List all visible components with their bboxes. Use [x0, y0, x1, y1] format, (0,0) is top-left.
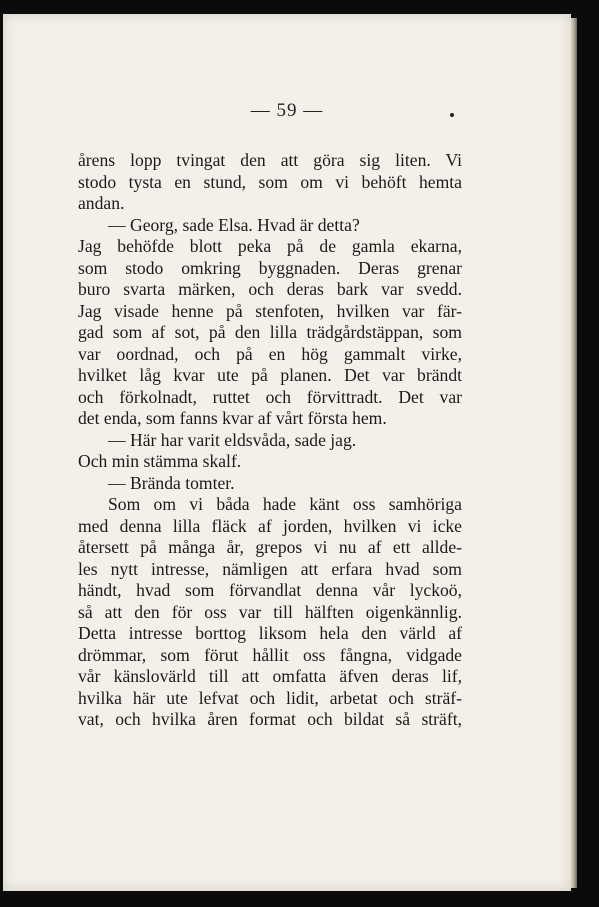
text-line: hvilka här ute lefvat och lidit, arbetat och sträf- — [78, 687, 462, 708]
text-line: drömmar, som förut hållit oss fångna, vidgade — [78, 644, 462, 665]
text-line: som stodo omkring byggnaden. Deras grenar — [78, 257, 462, 278]
text-line: det enda, som fanns kvar af vårt första hem. — [78, 408, 387, 428]
text-line: — Här har varit eldsvåda, sade jag. — [108, 429, 357, 450]
text-line: gad som af sot, på den lilla trädgårdstäppan, som — [78, 322, 462, 342]
text-line: — Brända tomter. — [108, 472, 235, 493]
ink-speck — [450, 113, 454, 117]
text-line: Jag behöfde blott peka på de gamla ekarna, — [78, 236, 462, 256]
book-page — [3, 14, 571, 891]
text-line: så att den för oss var till hälften oigenkännlig. — [78, 601, 462, 622]
text-line: andan. — [78, 193, 125, 213]
text-line: och förkolnadt, ruttet och förvittradt. Det var — [78, 386, 462, 407]
text-line: Detta intresse borttog liksom hela den värld af — [78, 623, 462, 643]
text-line: stodo tysta en stund, som om vi behöft hemta — [78, 171, 462, 192]
text-line: hvilket låg kvar ute på planen. Det var brändt — [78, 365, 462, 385]
text-line: var oordnad, och på en hög gammalt virke, — [78, 343, 462, 364]
text-line: — Georg, sade Elsa. Hvad är detta? — [108, 214, 360, 235]
text-line: med denna lilla fläck af jorden, hvilken vi icke — [78, 515, 462, 536]
text-line: återsett på många år, grepos vi nu af ett allde- — [78, 537, 462, 557]
text-line: buro svarta märken, och deras bark var svedd. — [78, 279, 462, 299]
body-text — [78, 150, 462, 731]
text-line: händt, hvad som förvandlat denna vår lyckoö, — [78, 580, 462, 600]
page-number: — 59 — — [250, 100, 324, 121]
text-line: Som om vi båda hade känt oss samhöriga — [108, 494, 462, 514]
text-line: Och min stämma skalf. — [78, 451, 242, 471]
text-line: vår känslovärld till att omfatta äfven deras lif, — [78, 666, 462, 686]
text-line: Jag visade henne på stenfoten, hvilken var fär- — [78, 300, 462, 321]
text-line: vat, och hvilka åren format och bildat så sträft, — [78, 709, 462, 729]
page-edge — [571, 18, 577, 888]
text-line: les nytt intresse, nämligen att erfara hvad som — [78, 558, 462, 579]
text-line: årens lopp tvingat den att göra sig liten. Vi — [78, 150, 462, 170]
